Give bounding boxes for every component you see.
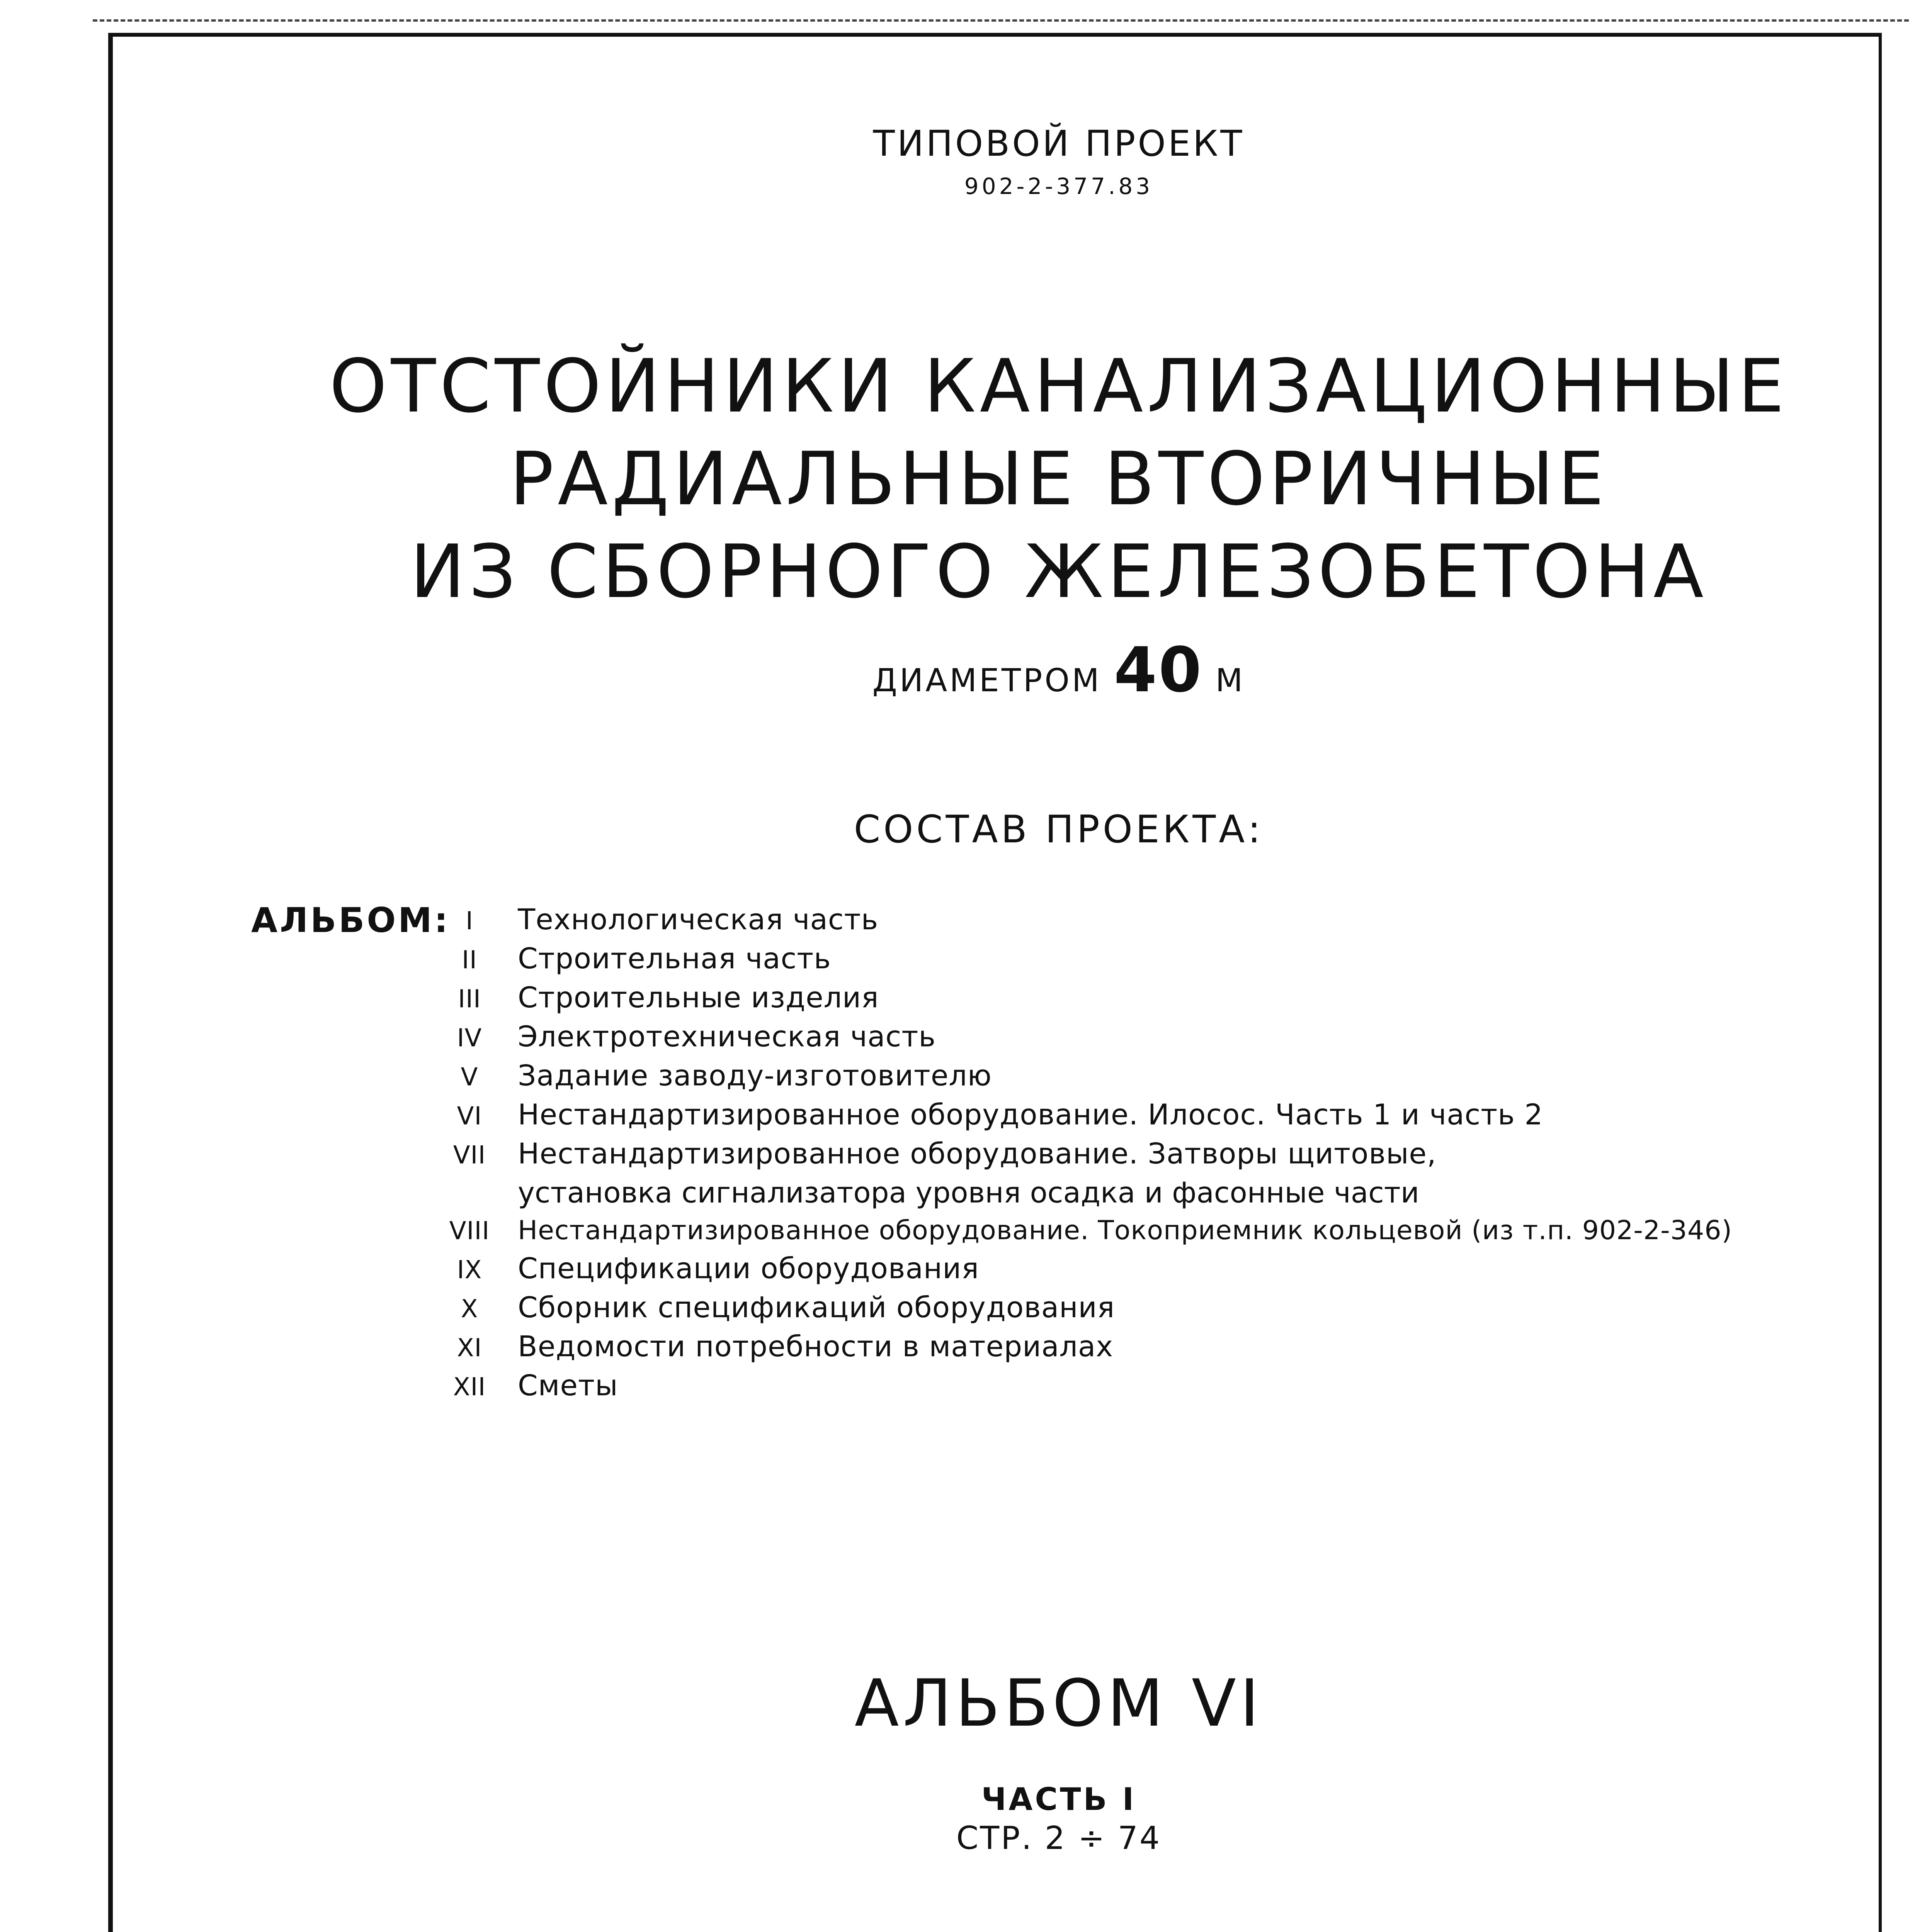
album-item — [421, 940, 1732, 979]
album-number: VII — [453, 1141, 486, 1170]
album-number: X — [461, 1295, 478, 1323]
album-number: II — [462, 946, 477, 975]
diameter-value: 40 — [1114, 634, 1203, 706]
document-title — [329, 340, 1788, 618]
album-number: XII — [453, 1373, 486, 1401]
album-number: IX — [457, 1256, 482, 1284]
album-number: I — [466, 907, 473, 935]
album-text: Сметы — [518, 1369, 618, 1402]
album-item — [421, 1289, 1732, 1328]
current-album-part: ЧАСТЬ I — [981, 1781, 1136, 1817]
album-number: VI — [457, 1102, 482, 1131]
album-item — [421, 901, 1732, 940]
current-album-pages: СТР. 2 ÷ 74 — [956, 1820, 1162, 1857]
album-item — [421, 1367, 1732, 1406]
album-label: АЛЬБОМ: — [251, 900, 450, 940]
album-text: Электротехническая часть — [518, 1020, 936, 1053]
album-item — [421, 1096, 1732, 1135]
diameter-prefix: ДИАМЕТРОМ — [872, 662, 1102, 699]
album-text: Спецификации оборудования — [518, 1252, 979, 1285]
album-text: Сборник спецификаций оборудования — [518, 1291, 1115, 1324]
album-text: Нестандартизированное оборудование. Токоприемник кольцевой (из т.п. 902-2-346) — [518, 1215, 1733, 1246]
album-text: Нестандартизированное оборудование. Илосос. Часть 1 и часть 2 — [518, 1098, 1543, 1131]
album-number: V — [461, 1063, 478, 1092]
album-item — [421, 1135, 1732, 1174]
album-text: Технологическая часть — [518, 903, 879, 936]
title-line-3: ИЗ СБОРНОГО ЖЕЛЕЗОБЕТОНА — [410, 529, 1708, 614]
album-number: IV — [457, 1024, 482, 1053]
album-list — [421, 901, 1732, 1406]
current-album-title: АЛЬБОМ VI — [854, 1665, 1263, 1741]
top-scan-edge — [93, 19, 1909, 22]
composition-heading: СОСТАВ ПРОЕКТА: — [854, 808, 1264, 852]
diameter-unit: М — [1215, 662, 1245, 699]
album-item — [421, 1057, 1732, 1096]
album-number: III — [458, 985, 481, 1014]
album-text: Нестандартизированное оборудование. Затворы щитовые, — [518, 1137, 1437, 1170]
album-item — [421, 1018, 1732, 1057]
diameter-line — [872, 634, 1245, 706]
title-line-1: ОТСТОЙНИКИ КАНАЛИЗАЦИОННЫЕ — [329, 344, 1788, 429]
album-7-continuation: установка сигнализатора уровня осадка и фасонные части — [518, 1176, 1419, 1209]
album-text: Задание заводу-изготовителю — [518, 1059, 992, 1092]
album-text: Строительная часть — [518, 942, 831, 975]
album-item — [421, 1250, 1732, 1289]
title-line-2: РАДИАЛЬНЫЕ ВТОРИЧНЫЕ — [509, 436, 1608, 522]
album-text: Строительные изделия — [518, 981, 879, 1014]
album-number: VIII — [449, 1217, 490, 1245]
album-item — [421, 979, 1732, 1018]
album-item — [421, 1212, 1732, 1250]
project-type: ТИПОВОЙ ПРОЕКТ — [873, 123, 1245, 164]
album-item — [421, 1328, 1732, 1367]
album-number: XI — [457, 1334, 482, 1362]
album-text: Ведомости потребности в материалах — [518, 1330, 1113, 1363]
project-code: 902-2-377.83 — [964, 173, 1153, 199]
